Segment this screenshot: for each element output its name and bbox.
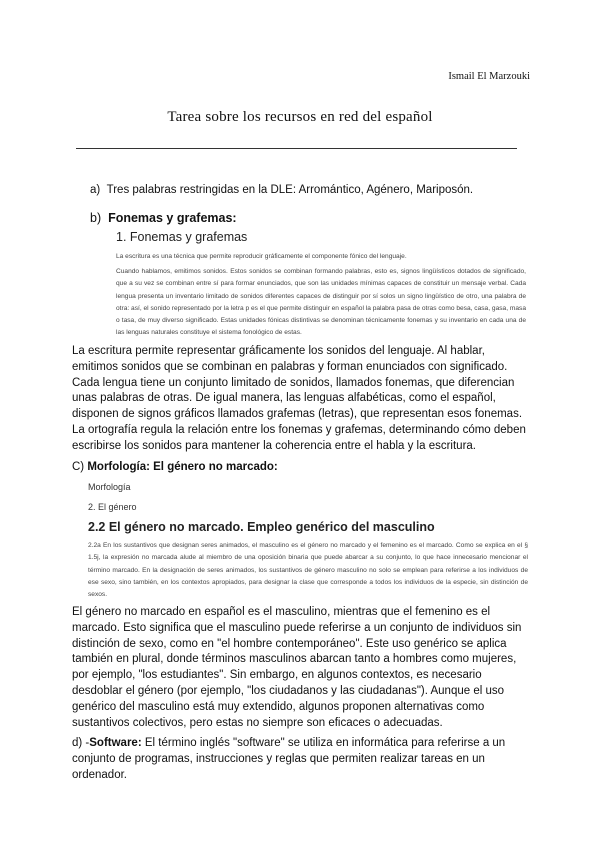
item-a-marker: a): [90, 184, 101, 196]
screenshot-1-paragraph-1: La escritura es una técnica que permite reproducir gráficamente el componente fónico del lenguaje.: [116, 253, 407, 260]
page-title: Tarea sobre los recursos en red del español: [167, 109, 433, 125]
item-c-marker: C): [72, 461, 85, 473]
item-a-text: Tres palabras restringidas en la DLE: Arromántico, Agénero, Mariposón.: [106, 184, 474, 196]
title-divider: [76, 148, 517, 149]
item-d-text: El término inglés "software" se utiliza en informática para referirse a un conjunto de programas, instrucciones y reglas que permiten realizar tareas en un ordenador.: [72, 737, 506, 781]
item-d-heading: Software:: [89, 737, 142, 749]
item-d-marker: d) -: [72, 737, 90, 749]
author-name: Ismail El Marzouki: [448, 71, 530, 82]
item-a: [90, 184, 473, 196]
screenshot-1-heading: 1. Fonemas y grafemas: [116, 230, 248, 244]
item-c: [72, 461, 278, 473]
paragraph-fonemas: La escritura permite representar gráficamente los sonidos del lenguaje. Al hablar, emitimos sonidos que se combinan en palabras y forman enunciados con significado. Cada lengua tiene un conjunto limitado de sonidos, llamados fonemas, que diferencian unas palabras de otras. De igual manera, las lenguas alfabéticas, como el español, disponen de signos gráficos llamados grafemas (letras), que representan esos fonemas. La ortografía regula la relación entre los fonemas y grafemas, determinando cómo deben escribirse los sonidos para mantener la coherencia entre el habla y la escritura.: [72, 345, 526, 452]
screenshot-1-paragraph-2: Cuando hablamos, emitimos sonidos. Estos sonidos se combinan formando palabras, esto es, signos lingüísticos dotados de significado, que a su vez se combinan entre sí para formar enunciados, que son las unidades mínimas capaces de constituir un mensaje verbal. Cada lengua presenta un inventario limitado de sonidos diferentes capaces de distinguir por sí solos un signo lingüístico de otro, una palabra de otra: así, el sonido representado por la letra p es el que permite distinguir en español la palabra pasa de otras como besa, casa, gasa, masa o tasa, de muy diverso significado. Estas unidades fónicas distintivas se denominan técnicamente fonemas y su inventario en cada una de las lenguas naturales constituye el sistema fonológico de estas.: [116, 268, 526, 337]
item-c-heading: Morfología: El género no marcado:: [87, 461, 278, 473]
item-b-heading: Fonemas y grafemas:: [108, 211, 237, 225]
paragraph-genero: El género no marcado en español es el masculino, mientras que el femenino es el marcado. Esto significa que el masculino puede referirse a un conjunto de individuos sin distinción de sexo, como en "el hombre contemporáneo". Este uso genérico se aplica también en plural, donde términos masculinos abarcan tanto a hombres como mujeres, por ejemplo, "los estudiantes". Sin embargo, en algunos contextos, es necesario desdoblar el género (por ejemplo, "los ciudadanos y las ciudadanas"). Aunque el uso genérico del masculino está muy extendido, algunos proponen alternativas como sustantivos colectivos, pero estas no siempre son eficaces o adecuadas.: [72, 606, 522, 729]
item-b-marker: b): [90, 211, 102, 225]
screenshot-2-heading: 2.2 El género no marcado. Empleo genérico del masculino: [88, 520, 435, 534]
screenshot-2-line-2: 2. El género: [88, 502, 137, 512]
screenshot-2-paragraph: 2.2a En los sustantivos que designan seres animados, el masculino es el género no marcado y el femenino es el marcado. Como se explica en el § 1.5j, la expresión no marcada alude al miembro de una oposición binaria que puede abarcar a su conjunto, lo que hace innecesario mencionar el término marcado. En la designación de seres animados, los sustantivos de género masculino no solo se emplean para referirse a los individuos de ese sexo, sino también, en los contextos apropiados, para designar la clase que corresponde a todos los individuos de la especie, sin distinción de sexos.: [88, 542, 528, 599]
screenshot-2-line-1: Morfología: [88, 482, 131, 492]
item-d: [72, 736, 532, 783]
item-b: [90, 211, 237, 225]
